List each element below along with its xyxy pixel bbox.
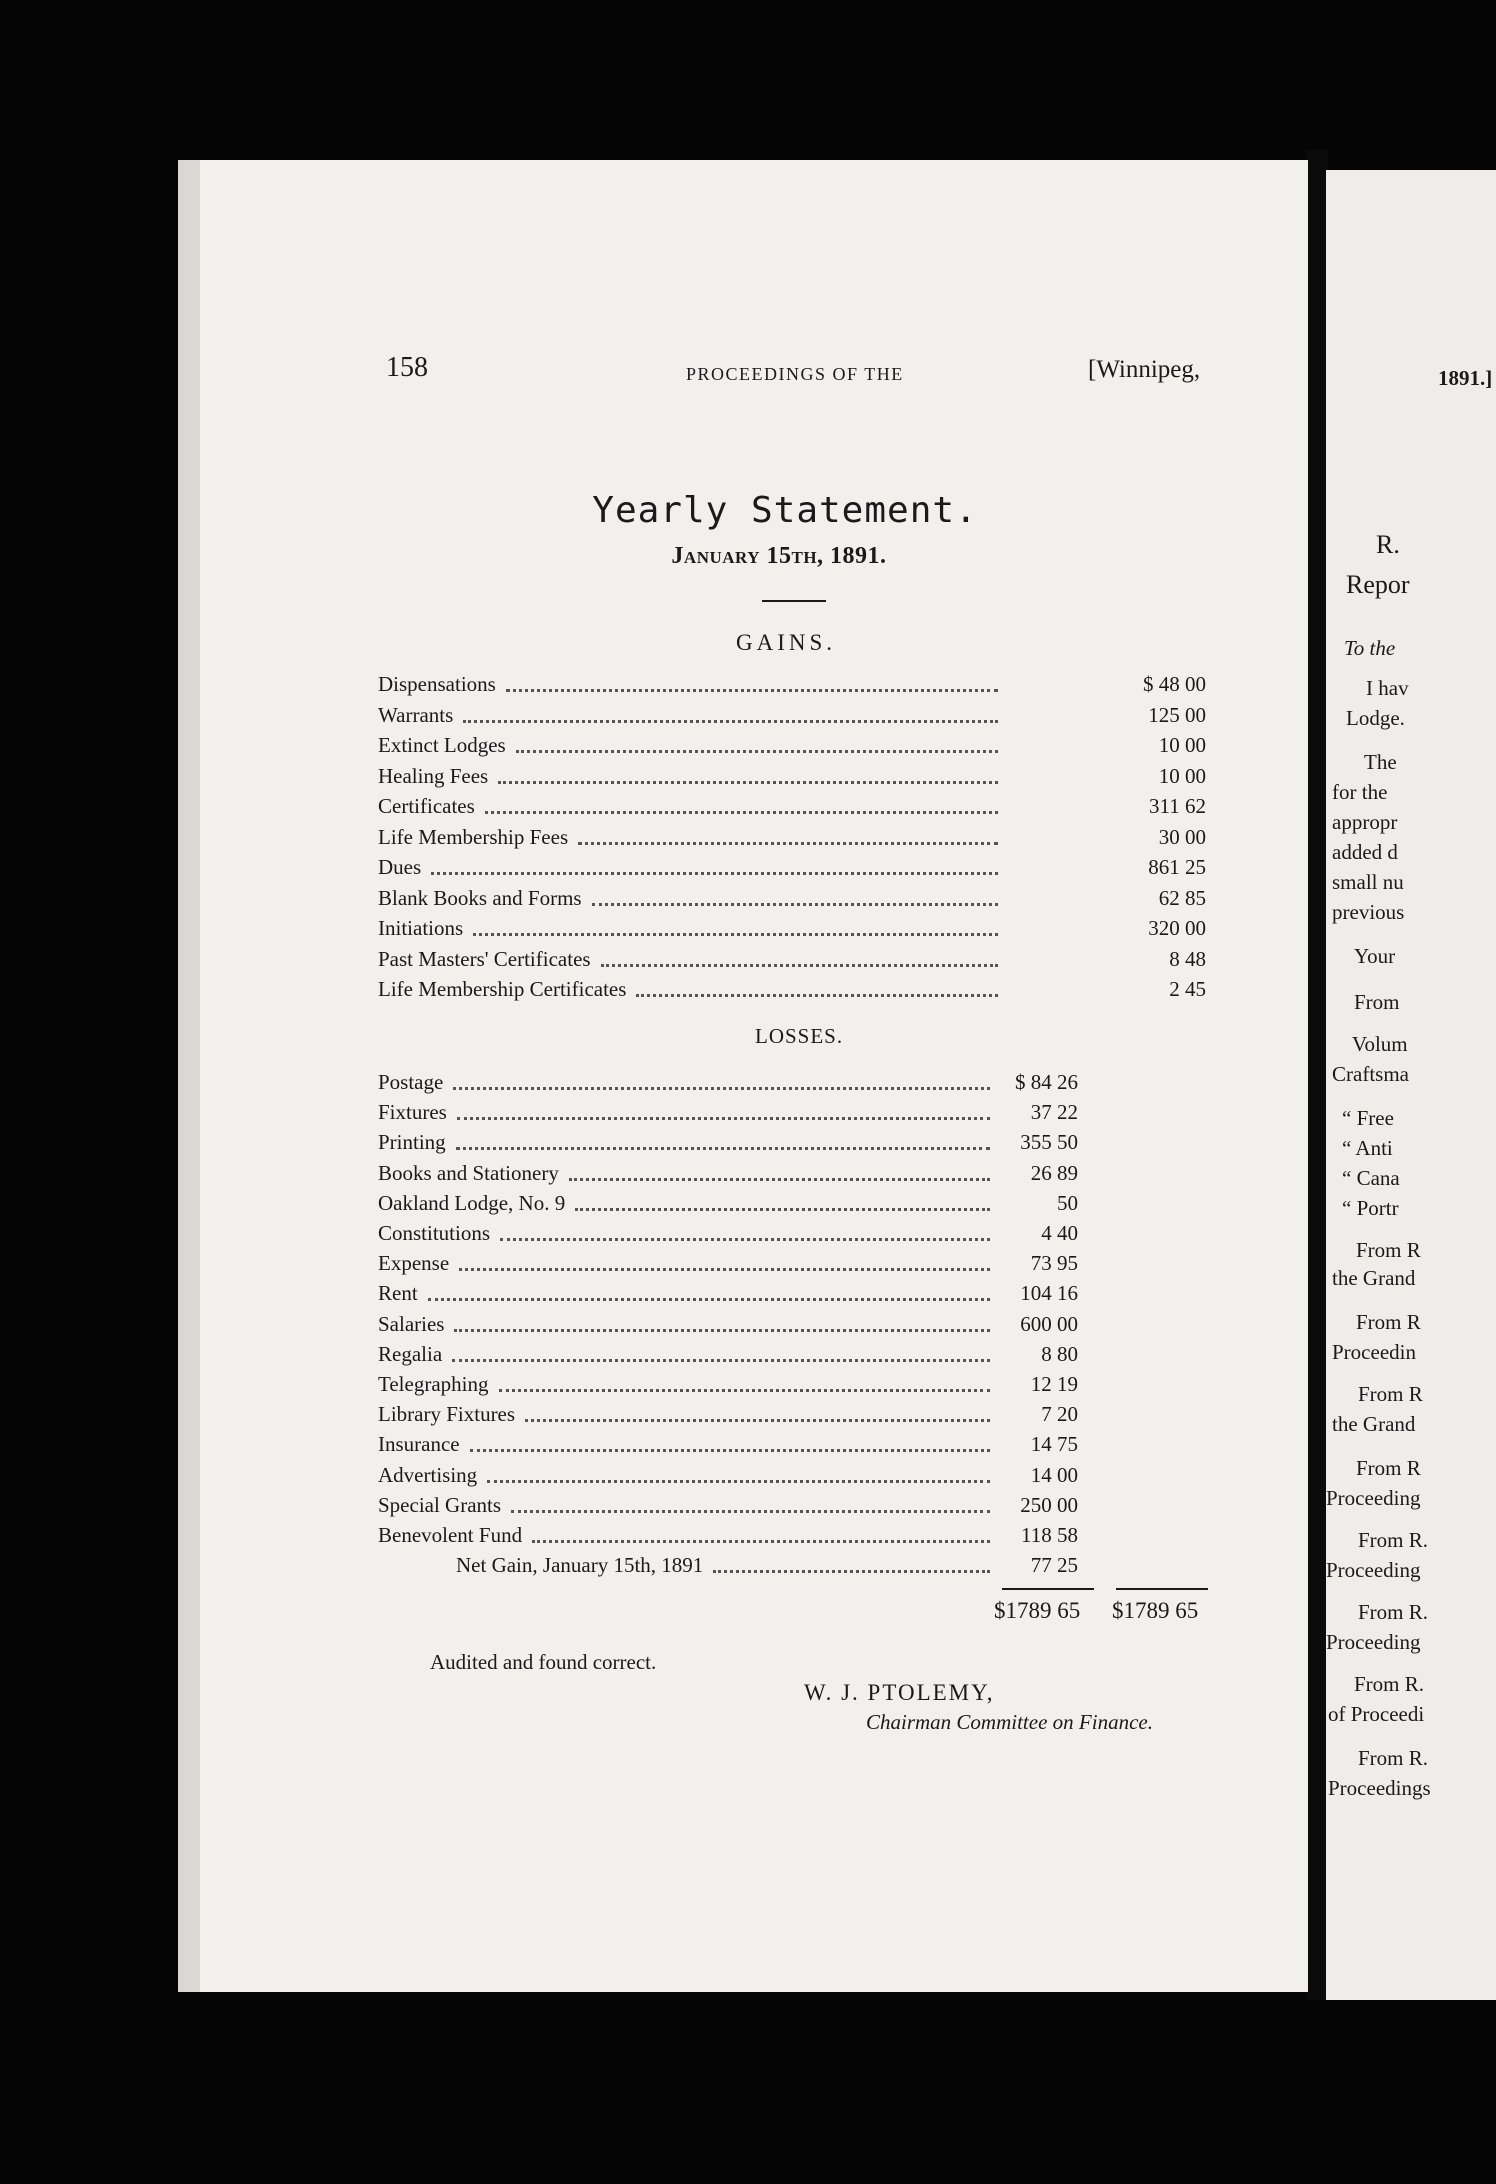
gain-leader-dots <box>485 808 998 814</box>
right-page-line: Repor <box>1346 570 1410 599</box>
loss-row <box>378 1100 1210 1130</box>
gains-heading: GAINS. <box>736 630 837 655</box>
loss-row <box>378 1523 1210 1553</box>
loss-label: Net Gain, January 15th, 1891 <box>456 1553 704 1578</box>
right-page-line: Proceeding <box>1326 1558 1421 1582</box>
right-page-line: Proceeding <box>1326 1630 1421 1654</box>
gain-amount: 311 62 <box>1149 794 1206 818</box>
gain-leader-dots <box>601 961 998 967</box>
loss-row <box>378 1553 1210 1583</box>
loss-label: Constitutions <box>378 1221 491 1245</box>
signer-name: W. J. PTOLEMY, <box>804 1680 995 1705</box>
loss-leader-dots <box>575 1205 990 1211</box>
right-page-line: the Grand <box>1332 1412 1416 1436</box>
right-page-line: R. <box>1376 530 1400 559</box>
loss-row <box>378 1191 1210 1221</box>
gain-amount: 8 48 <box>1169 946 1206 971</box>
loss-leader-dots <box>499 1386 990 1392</box>
gain-row <box>378 703 1210 733</box>
loss-amount: 14 00 <box>1030 1462 1078 1487</box>
gains-total: $1789 65 <box>1112 1598 1199 1623</box>
gain-label: Life Membership Fees <box>378 824 569 849</box>
right-page-line: From R. <box>1358 1600 1429 1624</box>
gain-label: Dispensations <box>378 672 496 696</box>
right-page-line: Proceedings <box>1328 1776 1431 1800</box>
loss-amount: 355 50 <box>1020 1130 1078 1155</box>
gain-row <box>378 977 1210 1007</box>
loss-amount: $ 84 26 <box>1015 1070 1078 1094</box>
losses-heading: LOSSES. <box>755 1024 844 1048</box>
loss-label: Postage <box>378 1070 444 1094</box>
loss-amount: 50 <box>1057 1190 1078 1215</box>
gain-row <box>378 855 1210 885</box>
loss-label: Printing <box>378 1130 446 1155</box>
right-page-line: appropr <box>1332 810 1398 834</box>
loss-amount: 77 25 <box>1030 1553 1078 1578</box>
right-page-line: the Grand <box>1332 1266 1416 1290</box>
gain-amount: 30 00 <box>1158 824 1206 849</box>
loss-leader-dots <box>452 1356 990 1362</box>
loss-row <box>378 1342 1210 1372</box>
right-page-line: From R. <box>1358 1528 1429 1552</box>
right-page-line: From R <box>1358 1382 1423 1406</box>
gain-label: Healing Fees <box>378 763 489 788</box>
loss-amount: 8 80 <box>1041 1341 1078 1366</box>
loss-row <box>378 1493 1210 1523</box>
gain-amount: 62 85 <box>1158 885 1206 910</box>
right-page-line: previous <box>1332 900 1405 924</box>
loss-row <box>378 1281 1210 1311</box>
gain-row <box>378 764 1210 794</box>
book-gutter <box>1306 150 1328 2000</box>
loss-label: Oakland Lodge, No. 9 <box>378 1190 566 1215</box>
gain-leader-dots <box>498 778 998 784</box>
gains-sum-rule <box>1116 1588 1208 1590</box>
gain-label: Past Masters' Certificates <box>378 946 591 971</box>
running-title: PROCEEDINGS OF THE <box>686 364 904 384</box>
right-page-line: To the <box>1344 636 1396 660</box>
statement-title: Yearly Statement. <box>592 490 978 531</box>
right-page-line: From R <box>1356 1310 1421 1334</box>
loss-label: Benevolent Fund <box>378 1523 523 1547</box>
loss-amount: 7 20 <box>1041 1402 1078 1427</box>
right-page-line: Lodge. <box>1346 706 1405 730</box>
loss-row <box>378 1251 1210 1281</box>
gain-row <box>378 794 1210 824</box>
right-page-line: “ Portr <box>1342 1196 1399 1220</box>
gain-row <box>378 947 1210 977</box>
running-place: [Winnipeg, <box>1088 356 1201 383</box>
loss-row <box>378 1161 1210 1191</box>
right-page <box>1326 170 1496 2000</box>
gain-row <box>378 733 1210 763</box>
gain-row <box>378 916 1210 946</box>
loss-amount: 600 00 <box>1020 1311 1078 1336</box>
gain-label: Blank Books and Forms <box>378 885 582 910</box>
gain-label: Certificates <box>378 794 475 818</box>
loss-label: Books and Stationery <box>378 1160 559 1185</box>
gain-amount: 10 00 <box>1158 733 1206 757</box>
loss-row <box>378 1463 1210 1493</box>
right-page-line: Proceeding <box>1326 1486 1421 1510</box>
loss-row <box>378 1070 1210 1100</box>
gain-label: Initiations <box>378 916 464 940</box>
audit-note: Audited and found correct. <box>430 1650 657 1674</box>
loss-label: Telegraphing <box>378 1372 489 1396</box>
loss-label: Library Fixtures <box>378 1402 516 1427</box>
gain-leader-dots <box>578 839 998 845</box>
gain-row <box>378 886 1210 916</box>
loss-leader-dots <box>511 1507 990 1513</box>
loss-leader-dots <box>457 1114 990 1120</box>
loss-row <box>378 1312 1210 1342</box>
gain-label: Extinct Lodges <box>378 733 506 757</box>
losses-total: $1789 65 <box>994 1598 1081 1623</box>
gain-amount: 861 25 <box>1148 855 1206 879</box>
loss-label: Regalia <box>378 1341 443 1366</box>
right-page-line: Your <box>1354 944 1396 968</box>
page-number: 158 <box>386 352 428 383</box>
loss-leader-dots <box>454 1326 990 1332</box>
right-page-line: Proceedin <box>1332 1340 1416 1364</box>
loss-leader-dots <box>500 1235 990 1241</box>
gain-amount: $ 48 00 <box>1143 672 1206 696</box>
gain-leader-dots <box>506 686 998 692</box>
gain-amount: 2 45 <box>1169 977 1206 1001</box>
gain-row <box>378 672 1210 702</box>
right-page-line: From R. <box>1358 1746 1429 1770</box>
loss-label: Advertising <box>378 1462 478 1487</box>
gain-leader-dots <box>431 869 998 875</box>
gain-leader-dots <box>592 900 998 906</box>
right-page-line: From R. <box>1354 1672 1425 1696</box>
gain-leader-dots <box>636 991 998 997</box>
title-rule <box>762 600 826 602</box>
loss-label: Expense <box>378 1251 450 1276</box>
right-page-line: From R <box>1356 1238 1421 1262</box>
loss-amount: 14 75 <box>1030 1432 1078 1457</box>
right-page-line: “ Anti <box>1342 1136 1393 1160</box>
loss-amount: 118 58 <box>1021 1523 1078 1547</box>
loss-leader-dots <box>713 1567 990 1573</box>
right-page-line: added d <box>1332 840 1398 864</box>
loss-row <box>378 1221 1210 1251</box>
gain-leader-dots <box>473 930 998 936</box>
loss-row <box>378 1432 1210 1462</box>
gain-label: Dues <box>378 855 422 879</box>
right-page-line: Craftsma <box>1332 1062 1409 1086</box>
gain-leader-dots <box>463 717 998 723</box>
right-page-line: of Proceedi <box>1328 1702 1425 1726</box>
right-page-line: “ Free <box>1342 1106 1394 1130</box>
right-page-line: From R <box>1356 1456 1421 1480</box>
loss-leader-dots <box>453 1084 990 1090</box>
loss-amount: 12 19 <box>1030 1372 1078 1396</box>
loss-leader-dots <box>428 1295 990 1301</box>
loss-leader-dots <box>456 1144 990 1150</box>
loss-leader-dots <box>569 1175 990 1181</box>
loss-amount: 104 16 <box>1020 1281 1078 1306</box>
loss-amount: 37 22 <box>1030 1100 1078 1125</box>
right-page-line: The <box>1364 750 1397 774</box>
right-page-header: 1891.] <box>1438 366 1493 390</box>
gain-label: Warrants <box>378 702 454 727</box>
loss-label: Special Grants <box>378 1492 502 1517</box>
right-page-line: I hav <box>1366 676 1409 700</box>
loss-row <box>378 1130 1210 1160</box>
loss-row <box>378 1402 1210 1432</box>
gain-leader-dots <box>516 747 998 753</box>
loss-row <box>378 1372 1210 1402</box>
loss-leader-dots <box>459 1265 990 1271</box>
gain-label: Life Membership Certificates <box>378 977 627 1001</box>
right-page-line: for the <box>1332 780 1388 804</box>
right-page-line: From <box>1354 990 1400 1014</box>
loss-leader-dots <box>470 1446 990 1452</box>
loss-label: Insurance <box>378 1432 460 1457</box>
loss-leader-dots <box>525 1416 990 1422</box>
right-page-line: “ Cana <box>1342 1166 1400 1190</box>
loss-amount: 4 40 <box>1041 1221 1078 1245</box>
signer-role: Chairman Committee on Finance. <box>866 1710 1153 1734</box>
gain-row <box>378 825 1210 855</box>
gain-amount: 320 00 <box>1148 916 1206 940</box>
losses-sum-rule <box>1002 1588 1094 1590</box>
loss-label: Rent <box>378 1281 418 1306</box>
right-page-line: Volum <box>1352 1032 1408 1056</box>
loss-leader-dots <box>487 1477 990 1483</box>
loss-label: Salaries <box>378 1311 445 1336</box>
gain-amount: 10 00 <box>1158 763 1206 788</box>
loss-leader-dots <box>532 1537 990 1543</box>
right-page-line: small nu <box>1332 870 1404 894</box>
loss-amount: 26 89 <box>1030 1160 1078 1185</box>
loss-amount: 73 95 <box>1030 1251 1078 1276</box>
statement-date: January 15th, 1891. <box>671 543 887 569</box>
loss-label: Fixtures <box>378 1100 447 1125</box>
gain-amount: 125 00 <box>1148 702 1206 727</box>
loss-amount: 250 00 <box>1020 1492 1078 1517</box>
